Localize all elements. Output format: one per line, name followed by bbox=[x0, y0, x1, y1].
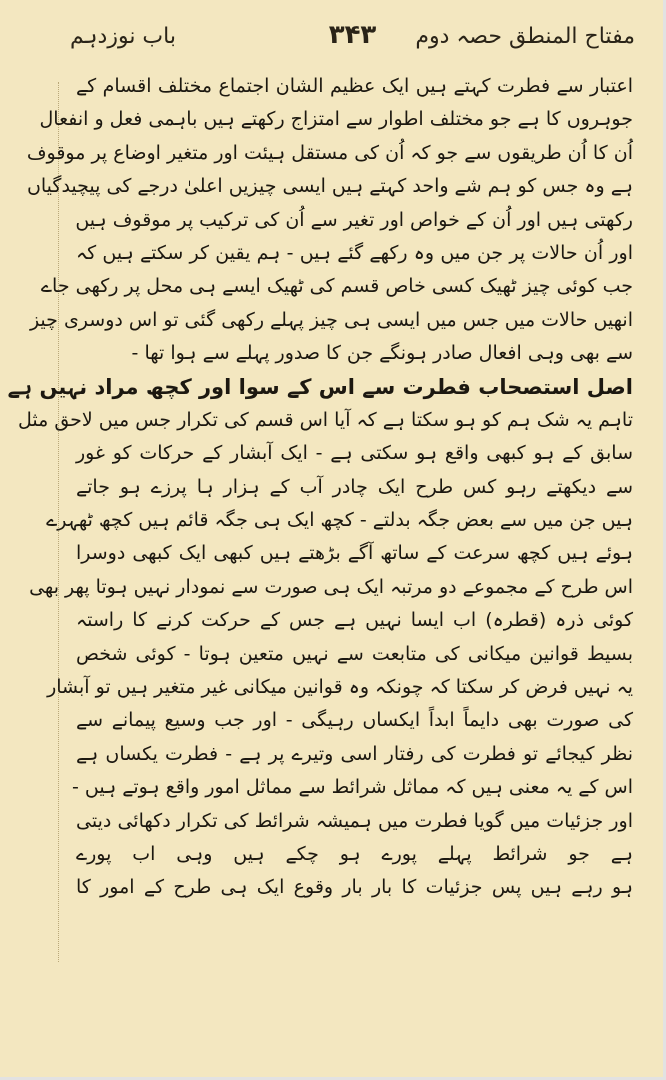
text-line: ہے جو شرائط پہلے پورے ہو چکے ہیں وہی اب پورے bbox=[76, 842, 633, 865]
text-line: ہے وہ جس کو ہم شے واحد کہتے ہیں ایسی چیزیں اعلیٰ درجے کی پیچیدگیاں bbox=[26, 175, 633, 198]
body-text bbox=[7, 70, 633, 905]
page-header bbox=[70, 18, 635, 58]
text-line: رکھتی ہیں اور اُن کے خواص اور تغیر سے اُن کی ترکیب پر موقوف ہیں bbox=[75, 208, 633, 231]
text-line: یہ نہیں فرض کر سکتا کہ چونکہ وہ قوانین میکانی غیر متغیر ہیں تو آبشار bbox=[47, 676, 633, 699]
text-line: اس کے یہ معنی ہیں کہ مماثل شرائط سے مماثل امور واقع ہوتے ہیں - bbox=[71, 776, 633, 799]
text-line: تاہم یہ شک ہم کو ہو سکتا ہے کہ آیا اس قسم کی تکرار جس میں لاحق مثل bbox=[17, 408, 633, 431]
text-line: انھیں حالات میں جس میں ایسی ہی چیز پہلے رکھی گئی تو اس دوسری چیز bbox=[29, 308, 633, 331]
text-line: ہیں جن میں سے بعض جگہ بدلتے - کچھ ایک ہی جگہ قائم ہیں کچھ ٹھہرے bbox=[46, 509, 633, 532]
text-line: جب کوئی چیز ٹھیک کسی خاص قسم کی ٹھیک ایسے ہی محل پر رکھی جاے bbox=[40, 275, 633, 298]
page-number: ۳۴۳ bbox=[328, 20, 377, 50]
text-line: سے بھی وہی افعال صادر ہونگے جن کا صدور پہلے سے ہوا تھا - bbox=[131, 342, 633, 365]
text-line: ہو رہے ہیں پس جزئیات کا بار بار وقوع ایک ہی طرح کے امور کا bbox=[76, 876, 633, 899]
text-line: اعتبار سے فطرت کہتے ہیں ایک عظیم الشان اجتماع مختلف اقسام کے bbox=[76, 75, 633, 97]
text-line: نظر کیجائے تو فطرت کی رفتار اسی وتیرے پر ہے - فطرت یکساں ہے bbox=[76, 742, 633, 765]
chapter-label: باب نوزدہم bbox=[70, 24, 176, 49]
text-line: کوئی ذرہ (قطرہ) اب ایسا نہیں ہے جس کے حرکت کرنے کا راستہ bbox=[76, 609, 633, 632]
text-line: سے دیکھتے رہو کس طرح ایک چادر آب کے ہزار ہا پرزے ہو جاتے bbox=[76, 475, 633, 498]
text-line: اور جزئیات میں گویا فطرت میں ہمیشہ شرائط کی تکرار دکھائی دیتی bbox=[76, 809, 633, 832]
running-title: مفتاح المنطق حصہ دوم bbox=[415, 24, 635, 49]
text-line: بسیط قوانین میکانی کی متابعت سے نہیں متعین ہوتا - کوئی شخص bbox=[76, 642, 633, 665]
text-line: کی صورت بھی دایماً ابداً ایکساں رہیگی - اور جب وسیع پیمانے سے bbox=[76, 709, 633, 732]
text-line: اس طرح کے مجموعے دو مرتبہ ایک ہی صورت سے نمودار نہیں ہوتا پھر بھی bbox=[29, 575, 633, 598]
text-line: سابق کے ہو کبھی واقع ہو سکتی ہے - ایک آبشار کے حرکات کو غور bbox=[76, 442, 633, 465]
principle-heading-line: اصل استصحاب فطرت سے اس کے سوا اور کچھ مراد نہیں ہے bbox=[7, 374, 633, 399]
text-line: اور اُن حالات پر جن میں وہ رکھے گئے ہیں - ہم یقین کر سکتے ہیں کہ bbox=[76, 241, 633, 264]
text-line: ہوئے ہیں کچھ سرعت کے ساتھ آگے بڑھتے ہیں کبھی ایک کبھی دوسرا bbox=[76, 542, 633, 565]
text-line: اُن کا اُن طریقوں سے جو کہ اُن کی مستقل ہیئت اور متغیر اوضاع پر موقوف bbox=[26, 141, 633, 164]
text-line: جوہروں کا ہے جو مختلف اطوار سے امتزاج رکھتے ہیں باہمی فعل و انفعال bbox=[39, 108, 633, 131]
